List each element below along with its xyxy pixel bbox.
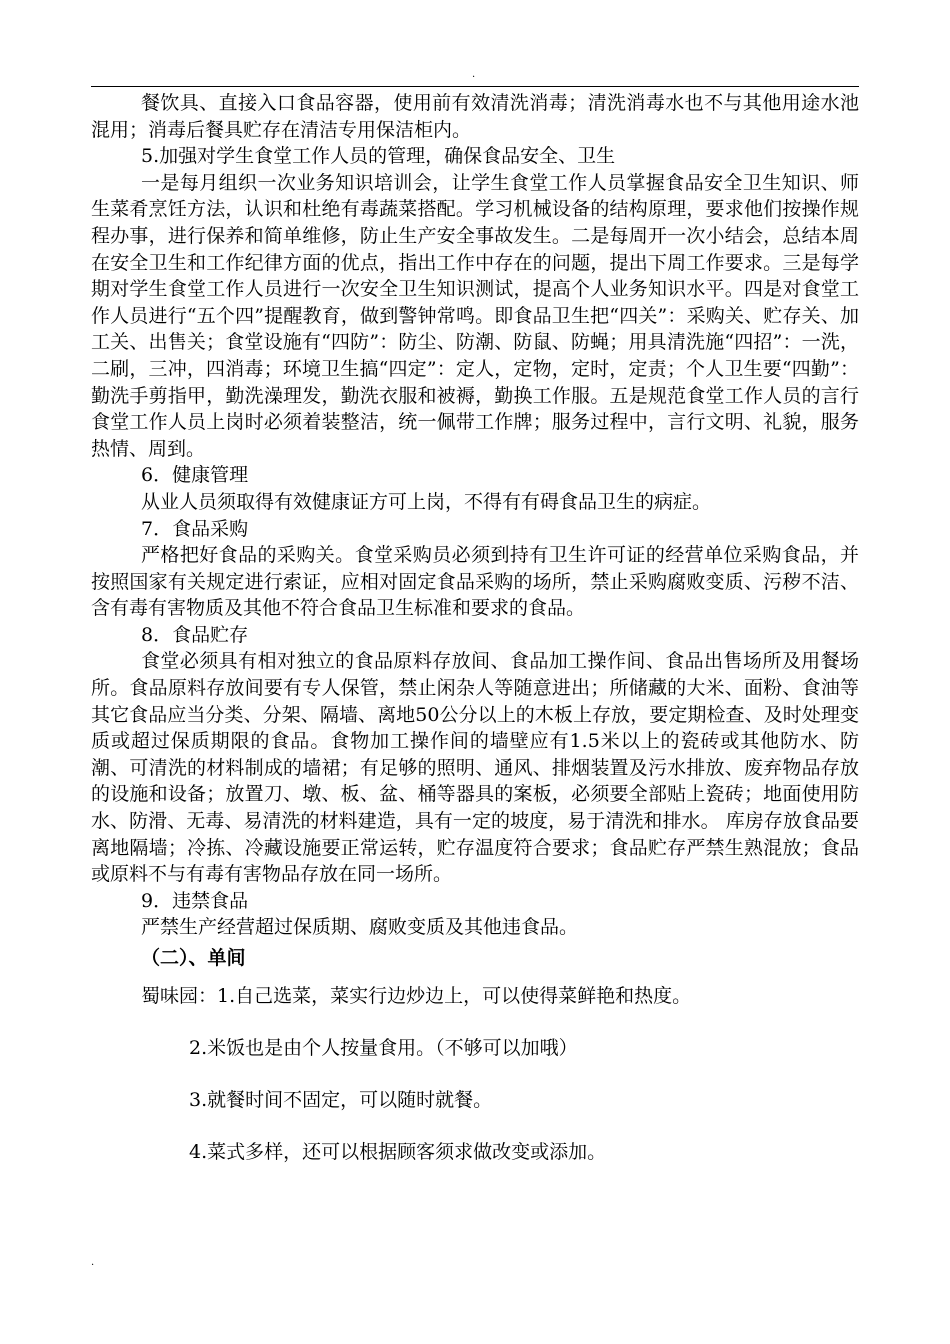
heading-food-storage: 8．食品贮存 xyxy=(141,623,249,646)
heading-staff-management: 5.加强对学生食堂工作人员的管理，确保食品安全、卫生 xyxy=(141,145,616,168)
list-item: 3.就餐时间不固定，可以随时就餐。 xyxy=(189,1089,493,1111)
paragraph-health-management: 从业人员须取得有效健康证方可上岗，不得有有碍食品卫生的病症。 xyxy=(141,490,712,513)
private-room-list xyxy=(91,983,859,1165)
list-item: 蜀味园：1.自己选菜，菜实行边炒边上，可以使得菜鲜艳和热度。 xyxy=(141,985,692,1007)
list-item: 4.菜式多样，还可以根据顾客须求做改变或添加。 xyxy=(189,1141,607,1163)
heading-food-purchasing: 7．食品采购 xyxy=(141,517,249,540)
document-body xyxy=(91,90,859,1191)
paragraph-food-storage: 食堂必须具有相对独立的食品原料存放间、食品加工操作间、食品出售场所及用餐场所。食品原料存放间要有专人保管，禁止闲杂人等随意进出；所储藏的大米、面粉、食油等其它食品应当分类、分架、隔墙、离地50公分以上的木板上存放，要定期检查、及时处理变质或超过保质期限的食品。食物加工操作间的墙壁应有1.5米以上的瓷砖或其他防水、防潮、可清洗的材料制成的墙裙；有足够的照明、通风、排烟装置及污水排放、废弃物品存放的设施和设备；放置刀、墩、板、盆、桶等器具的案板，必须要全部贴上瓷砖；地面使用防水、防滑、无毒、易清洗的材料建造，具有一定的坡度，易于清洗和排水。 库房存放食品要离地隔墙；冷拣、冷藏设施要正常运转，贮存温度符合要求；食品贮存严禁生熟混放；食品或原料不与有毒有害物品存放在同一场所。 xyxy=(91,650,859,886)
paragraph-tableware: 餐饮具、直接入口食品容器，使用前有效清洗消毒；清洗消毒水也不与其他用途水池混用；消毒后餐具贮存在清洁专用保洁柜内。 xyxy=(91,92,859,141)
paragraph-prohibited-food: 严禁生产经营超过保质期、腐败变质及其他违食品。 xyxy=(141,916,579,939)
header-mark: . xyxy=(472,69,476,80)
paragraph-food-purchasing: 严格把好食品的采购关。食堂采购员必须到持有卫生许可证的经营单位采购食品，并按照国家有关规定进行索证，应相对固定食品采购的场所，禁止采购腐败变质、污秽不洁、含有毒有害物质及其他不符合食品卫生标准和要求的食品。 xyxy=(91,544,859,620)
list-item: 2.米饭也是由个人按量食用。（不够可以加哦） xyxy=(189,1037,578,1059)
heading-health-management: 6．健康管理 xyxy=(141,464,249,487)
footer-mark: . xyxy=(91,1257,95,1268)
paragraph-staff-management: 一是每月组织一次业务知识培训会，让学生食堂工作人员掌握食品安全卫生知识、师生菜肴烹饪方法，认识和杜绝有毒蔬菜搭配。学习机械设备的结构原理，要求他们按操作规程办事，进行保养和简单维修，防止生产安全事故发生。二是每周开一次小结会，总结本周在安全卫生和工作纪律方面的优点，指出工作中存在的问题，提出下周工作要求。三是每学期对学生食堂工作人员进行一次安全卫生知识测试，提高个人业务知识水平。四是对食堂工作人员进行“五个四”提醒教育，做到警钟常鸣。即食品卫生把“四关”：采购关、贮存关、加工关、出售关；食堂设施有“四防”：防尘、防潮、防鼠、防蝇；用具清洗施“四招”：一洗，二刷，三冲，四消毒；环境卫生搞“四定”：定人，定物，定时，定责；个人卫生要“四勤”：勤洗手剪指甲，勤洗澡理发，勤洗衣服和被褥，勤换工作服。五是规范食堂工作人员的言行食堂工作人员上岗时必须着装整洁，统一佩带工作牌；服务过程中，言行文明、礼貌，服务热情、周到。 xyxy=(91,171,859,460)
section-heading-private-room: （二）、单间 xyxy=(141,947,246,969)
heading-prohibited-food: 9．违禁食品 xyxy=(141,889,249,912)
header-rule xyxy=(91,86,859,87)
